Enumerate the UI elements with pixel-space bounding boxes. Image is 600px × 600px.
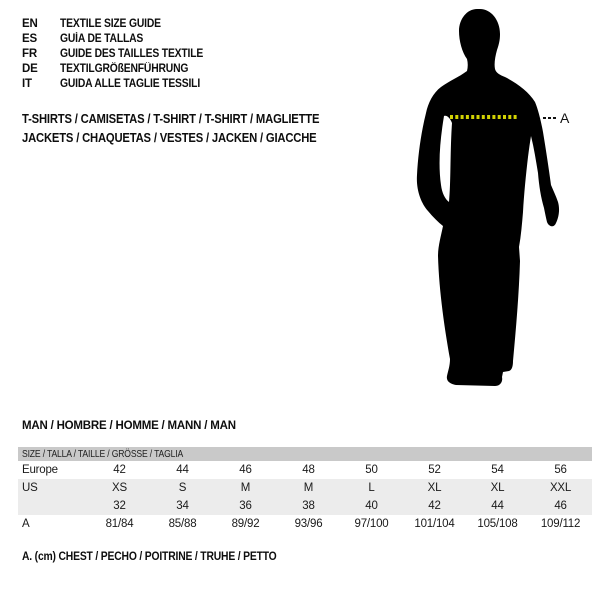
row-label: Europe bbox=[22, 464, 58, 476]
cell: XXL bbox=[529, 479, 592, 497]
cell: L bbox=[340, 479, 403, 497]
cell: 81/84 bbox=[105, 518, 134, 530]
cell: 40 bbox=[340, 497, 403, 515]
cell: 34 bbox=[151, 497, 214, 515]
cell: XS bbox=[88, 479, 151, 497]
measurement-footnote-text: A. (cm) CHEST / PECHO / POITRINE / TRUHE / PETTO bbox=[22, 551, 277, 563]
cell: 109/112 bbox=[540, 518, 581, 530]
cell: 89/92 bbox=[231, 518, 260, 530]
section-title-man: MAN / HOMBRE / HOMME / MANN / MAN bbox=[22, 420, 236, 432]
table-row-chest-a bbox=[18, 515, 592, 533]
cell: 54 bbox=[491, 464, 504, 476]
category-tshirts: T-SHIRTS / CAMISETAS / T-SHIRT / T-SHIRT / MAGLIETTE bbox=[22, 112, 320, 126]
cell: 50 bbox=[365, 464, 378, 476]
man-silhouette bbox=[417, 9, 559, 386]
size-table-header: SIZE / TALLA / TAILLE / GRÖSSE / TAGLIA bbox=[22, 448, 184, 460]
cell: S bbox=[151, 479, 214, 497]
language-code: FR bbox=[22, 48, 37, 60]
cell: 105/108 bbox=[477, 518, 518, 530]
table-row-us bbox=[18, 479, 592, 497]
cell: 52 bbox=[428, 464, 441, 476]
measurement-footnote bbox=[22, 551, 305, 563]
table-row-europe bbox=[18, 461, 592, 479]
cell: 97/100 bbox=[354, 518, 389, 530]
cell: 85/88 bbox=[168, 518, 197, 530]
cell: 42 bbox=[403, 497, 466, 515]
category-jackets: JACKETS / CHAQUETAS / VESTES / JACKEN / GIACCHE bbox=[22, 131, 317, 145]
size-table bbox=[18, 447, 592, 533]
measure-label-a: A bbox=[560, 110, 570, 126]
cell: XL bbox=[403, 479, 466, 497]
cell: 42 bbox=[113, 464, 126, 476]
size-table-wrap bbox=[18, 447, 592, 533]
cell: 101/104 bbox=[414, 518, 455, 530]
language-label: GUIDA ALLE TAGLIE TESSILI bbox=[60, 78, 201, 90]
cell: 48 bbox=[302, 464, 315, 476]
cell: 56 bbox=[554, 464, 567, 476]
language-code: EN bbox=[22, 18, 38, 30]
cell: 44 bbox=[176, 464, 189, 476]
row-label: A bbox=[22, 518, 30, 530]
language-code: ES bbox=[22, 33, 37, 45]
cell: M bbox=[214, 479, 277, 497]
table-row-us-numeric bbox=[18, 497, 592, 515]
size-table-header-row bbox=[18, 447, 592, 461]
cell: 38 bbox=[277, 497, 340, 515]
cell: XL bbox=[466, 479, 529, 497]
language-label: TEXTILE SIZE GUIDE bbox=[60, 18, 161, 30]
cell: 36 bbox=[214, 497, 277, 515]
cell: 93/96 bbox=[294, 518, 323, 530]
cell: 44 bbox=[466, 497, 529, 515]
cell: 32 bbox=[88, 497, 151, 515]
language-label: GUIDE DES TAILLES TEXTILE bbox=[60, 48, 204, 60]
cell: 46 bbox=[529, 497, 592, 515]
language-label: GUÍA DE TALLAS bbox=[60, 33, 144, 45]
row-label: US bbox=[18, 479, 88, 497]
row-label bbox=[18, 497, 88, 515]
language-label: TEXTILGRÖßENFÜHRUNG bbox=[60, 63, 189, 75]
cell: M bbox=[277, 479, 340, 497]
cell: 46 bbox=[239, 464, 252, 476]
language-code: DE bbox=[22, 63, 38, 75]
language-code: IT bbox=[22, 78, 32, 90]
